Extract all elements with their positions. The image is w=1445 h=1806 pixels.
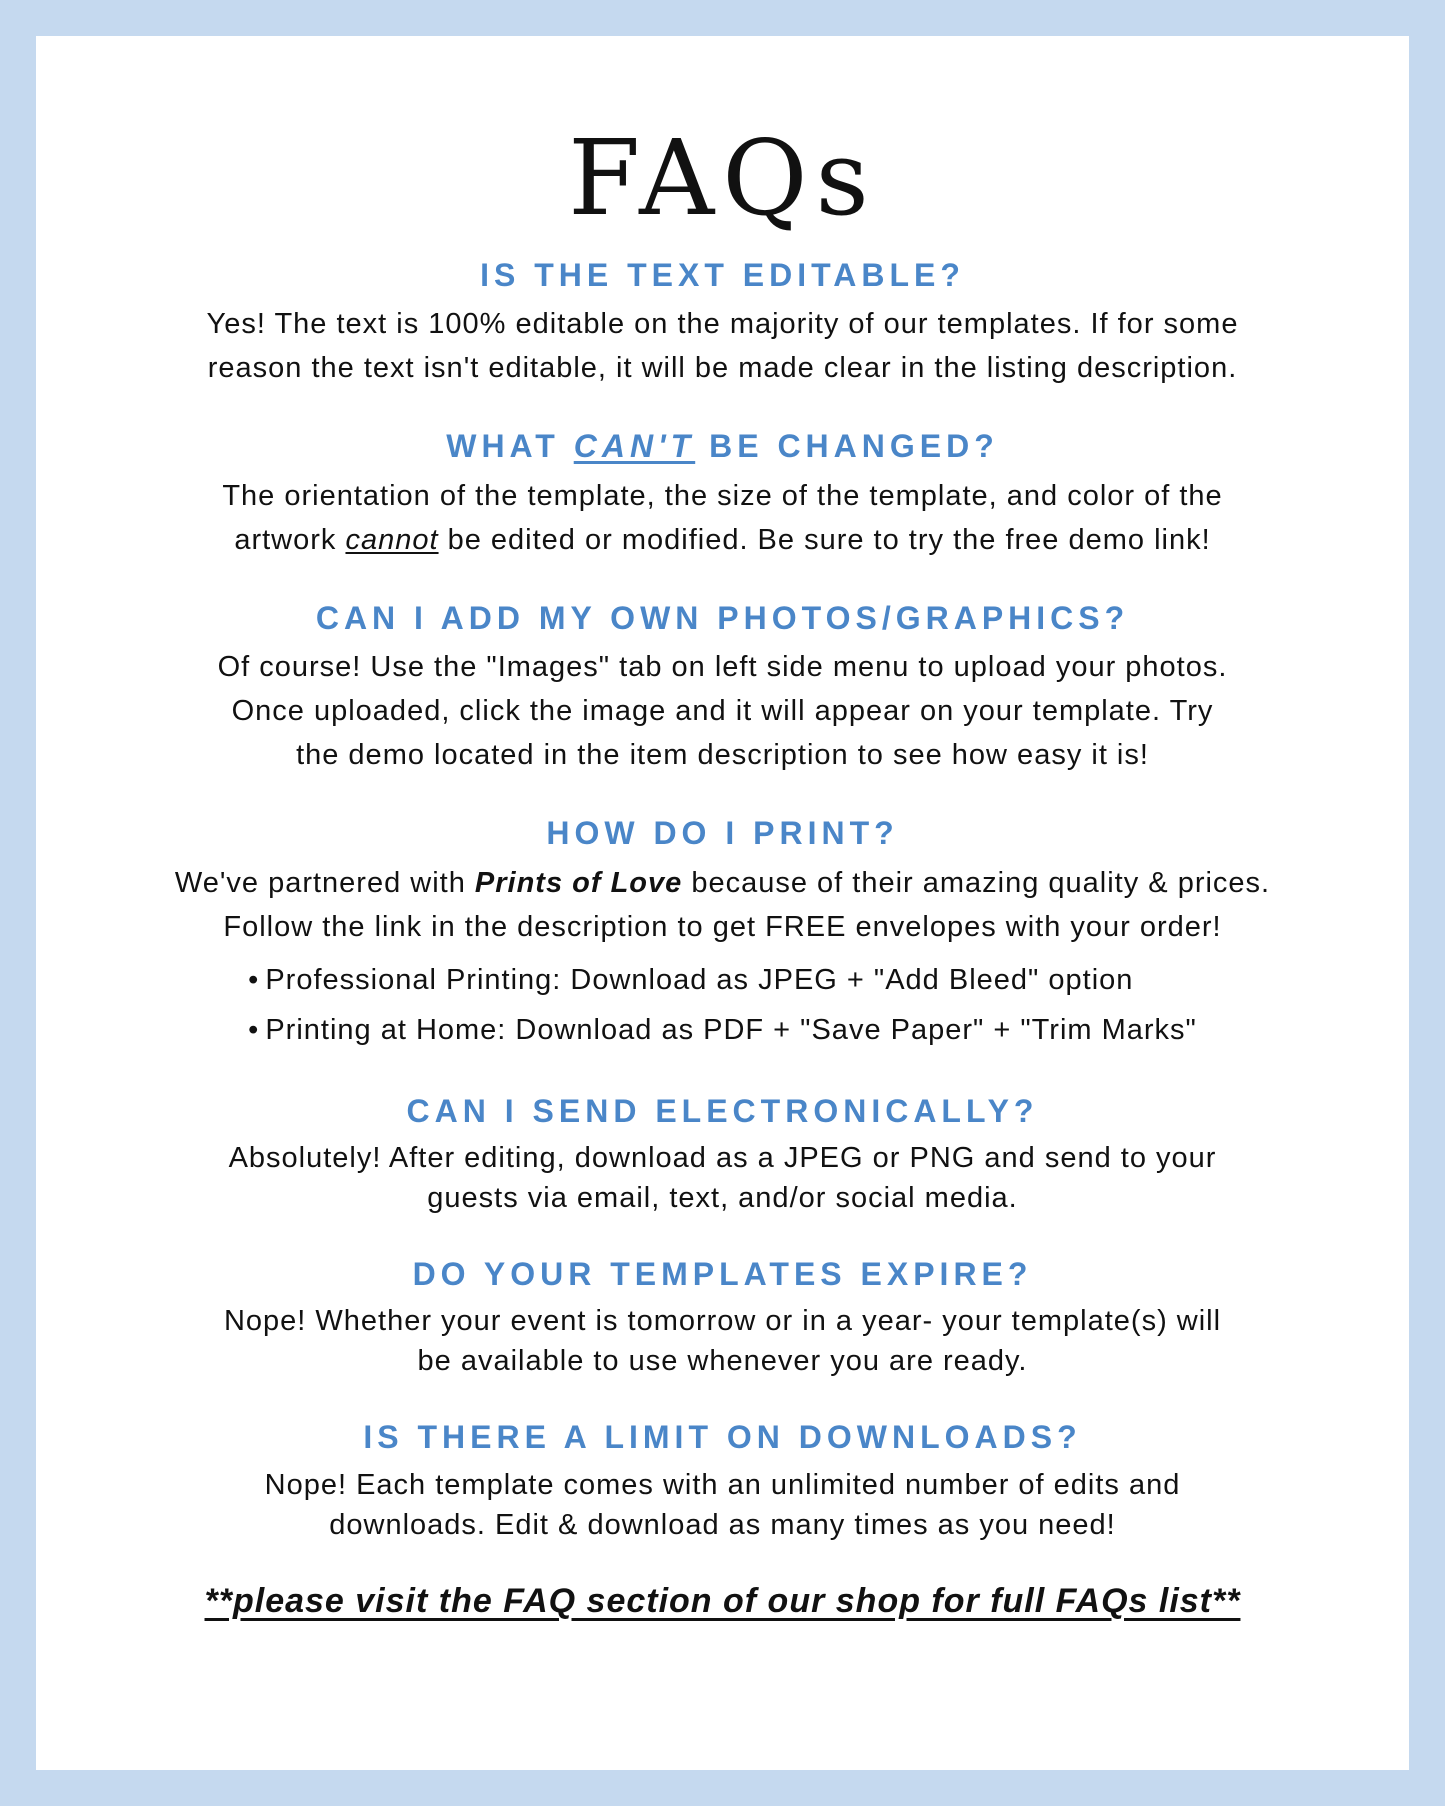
answer-line xyxy=(133,518,1313,562)
faq-answer xyxy=(133,1465,1313,1545)
faq-text-editable xyxy=(36,256,1409,390)
faq-question: HOW DO I PRINT? xyxy=(546,815,899,852)
answer-line: Absolutely! After editing, download as a JPEG or PNG and send to your xyxy=(228,1141,1217,1174)
answer-line: Follow the link in the description to get FREE envelopes with your order! xyxy=(223,910,1222,943)
faq-answer xyxy=(133,861,1313,1055)
question-text: WHAT xyxy=(446,428,574,465)
answer-line: be available to use whenever you are ready. xyxy=(417,1345,1028,1378)
faq-question: CAN I ADD MY OWN PHOTOS/GRAPHICS? xyxy=(315,599,1130,636)
answer-line xyxy=(133,861,1313,905)
footer-note: **please visit the FAQ section of our shop for full FAQs list** xyxy=(204,1581,1241,1620)
answer-line: The orientation of the template, the size of the template, and color of the xyxy=(222,479,1223,512)
answer-line: downloads. Edit & download as many times as you need! xyxy=(329,1508,1116,1541)
faq-download-limit xyxy=(36,1418,1409,1544)
answer-line: Nope! Each template comes with an unlimited number of edits and xyxy=(264,1468,1181,1501)
faq-add-photos xyxy=(36,599,1409,777)
answer-text: because of their amazing quality & prices. xyxy=(682,866,1271,899)
answer-line: Once uploaded, click the image and it will appear on your template. Try xyxy=(231,695,1214,728)
page-title: FAQs xyxy=(568,117,877,239)
faq-send-electronically xyxy=(36,1092,1409,1218)
faq-card xyxy=(36,36,1409,1770)
faq-question: IS THE TEXT EDITABLE? xyxy=(480,257,965,293)
faq-templates-expire xyxy=(36,1255,1409,1381)
faq-cant-be-changed xyxy=(36,427,1409,561)
answer-line: Yes! The text is 100% editable on the majority of our templates. If for some xyxy=(206,308,1239,341)
faq-question: DO YOUR TEMPLATES EXPIRE? xyxy=(412,1255,1033,1292)
question-text: BE CHANGED? xyxy=(695,428,999,465)
answer-emphasis: cannot xyxy=(345,523,439,556)
faq-how-to-print xyxy=(36,814,1409,1054)
faq-answer xyxy=(133,645,1313,777)
answer-line: guests via email, text, and/or social media. xyxy=(427,1181,1018,1214)
faq-question xyxy=(36,427,1409,465)
list-item: • Printing at Home: Download as PDF + "Save Paper" + "Trim Marks" xyxy=(248,1005,1197,1055)
answer-line: reason the text isn't editable, it will be made clear in the listing description. xyxy=(207,352,1238,385)
answer-text: artwork xyxy=(234,523,346,556)
answer-line: Nope! Whether your event is tomorrow or in a year- your template(s) will xyxy=(223,1305,1222,1338)
list-item: • Professional Printing: Download as JPEG + "Add Bleed" option xyxy=(248,955,1197,1005)
faq-answer xyxy=(133,302,1313,390)
answer-text: We've partnered with xyxy=(174,866,475,899)
question-emphasis: CAN'T xyxy=(573,428,696,465)
answer-line: the demo located in the item description to see how easy it is! xyxy=(296,739,1149,772)
brand-name: Prints of Love xyxy=(474,866,683,899)
print-options-list xyxy=(248,955,1197,1055)
faq-answer xyxy=(133,1138,1313,1218)
answer-text: be edited or modified. Be sure to try the free demo link! xyxy=(438,523,1211,556)
faq-answer xyxy=(133,474,1313,562)
faq-question: CAN I SEND ELECTRONICALLY? xyxy=(406,1092,1039,1129)
answer-line: Of course! Use the "Images" tab on left side menu to upload your photos. xyxy=(217,651,1228,684)
faq-question: IS THERE A LIMIT ON DOWNLOADS? xyxy=(363,1419,1082,1456)
faq-answer xyxy=(133,1301,1313,1381)
